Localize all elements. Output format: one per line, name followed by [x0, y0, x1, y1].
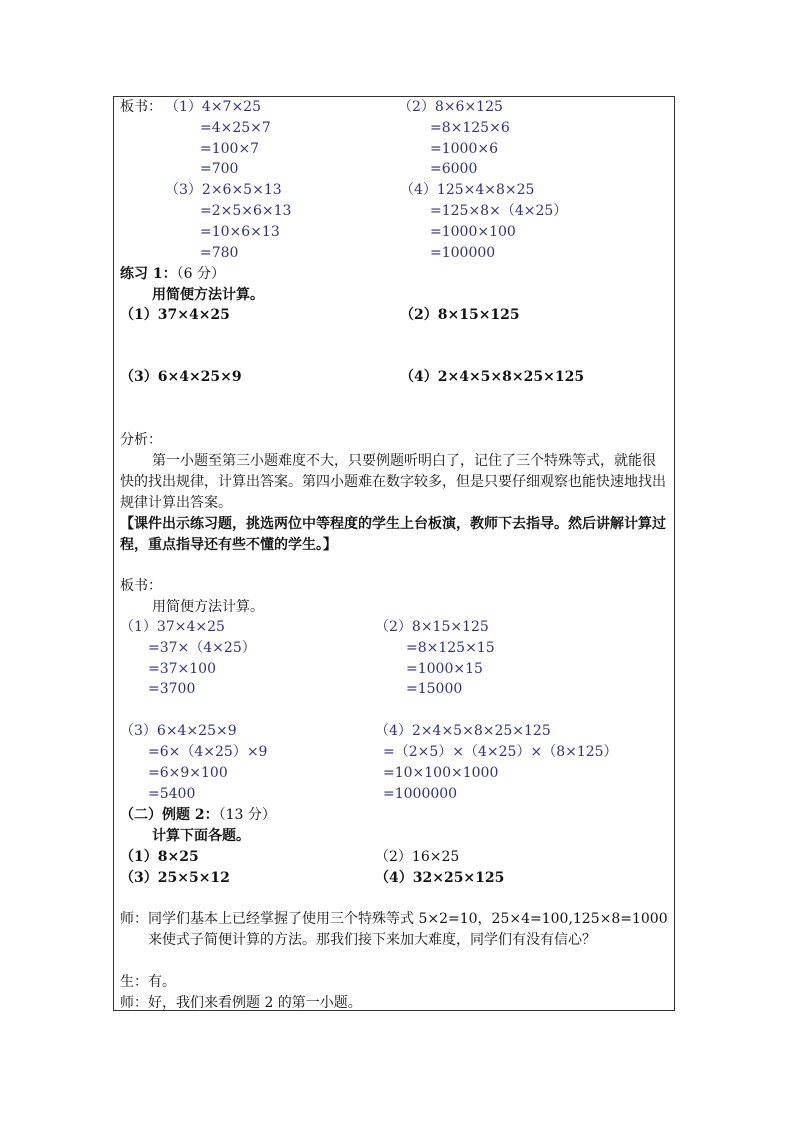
example-2-title: （二）例题 2： — [120, 807, 219, 823]
problem-2-line-4: =6000 — [430, 161, 478, 177]
solution-4-line-2: =（2×5）×（4×25）×（8×125） — [383, 744, 618, 760]
problem-1-line-1: （1）4×7×25 — [165, 99, 261, 115]
solution-2-line-3: =1000×15 — [406, 661, 483, 677]
solution-3-line-4: =5400 — [148, 786, 196, 802]
exercise-score: （6 分） — [176, 266, 225, 282]
solution-2-line-2: =8×125×15 — [406, 640, 495, 656]
example-2-heading — [120, 805, 276, 825]
solution-4-line-1: （4）2×4×5×8×25×125 — [375, 723, 551, 739]
problem-2-line-3: =1000×6 — [430, 141, 498, 157]
teacher-line-1: 师：同学们基本上已经掌握了使用三个特殊等式 5×2=10，25×4=100,125×8=1000 来使式子简便计算的方法。那我们接下来加大难度，同学们有没有信心？ — [120, 911, 668, 948]
courseware-note: 【课件出示练习题，挑选两位中等程度的学生上台板演，教师下去指导。然后讲解计算过程，重点指导还有些不懂的学生。】 — [120, 516, 666, 553]
board-label: 板书： — [120, 99, 162, 115]
solution-1-line-1: （1）37×4×25 — [120, 619, 225, 635]
solution-1-line-2: =37×（4×25） — [148, 640, 256, 656]
example-2-question-3: （3）25×5×12 — [120, 870, 230, 886]
solution-1-line-4: =3700 — [148, 681, 196, 697]
exercise-heading — [120, 264, 225, 284]
problem-1-line-4: =700 — [200, 161, 239, 177]
problem-2-line-2: =8×125×6 — [430, 120, 510, 136]
example-2-question-1: （1）8×25 — [120, 849, 199, 865]
student-line: 生：有。 — [120, 974, 176, 990]
problem-2-line-1: （2）8×6×125 — [398, 99, 503, 115]
example-2-score: （13 分） — [218, 807, 276, 823]
solution-4-line-3: =10×100×1000 — [383, 765, 499, 781]
exercise-question-2: （2）8×15×125 — [400, 307, 520, 323]
problem-4-line-2: =125×8×（4×25） — [430, 203, 568, 219]
problem-3-line-3: =10×6×13 — [200, 224, 280, 240]
example-2-question-4: （4）32×25×125 — [375, 870, 505, 886]
exercise-title: 练习 1： — [120, 266, 177, 282]
solution-4-line-4: =1000000 — [383, 786, 458, 802]
example-2-instruction: 计算下面各题。 — [152, 828, 250, 844]
problem-1-line-2: =4×25×7 — [200, 120, 271, 136]
solution-2-line-1: （2）8×15×125 — [375, 619, 489, 635]
solution-2-line-4: =15000 — [406, 681, 463, 697]
exercise-question-1: （1）37×4×25 — [120, 307, 230, 323]
exercise-question-4: （4）2×4×5×8×25×125 — [400, 369, 585, 385]
exercise-question-3: （3）6×4×25×9 — [120, 369, 242, 385]
board-2-label: 板书： — [120, 578, 162, 594]
solution-3-line-2: =6×（4×25）×9 — [148, 744, 268, 760]
problem-3-line-4: =780 — [200, 245, 239, 261]
exercise-instruction: 用简便方法计算。 — [152, 287, 264, 303]
problem-4-line-1: （4）125×4×8×25 — [400, 182, 535, 198]
solution-3-line-1: （3）6×4×25×9 — [120, 723, 237, 739]
example-2-question-2: （2）16×25 — [375, 849, 460, 865]
problem-3-line-1: （3）2×6×5×13 — [165, 182, 282, 198]
problem-3-line-2: =2×5×6×13 — [200, 203, 292, 219]
problem-1-line-3: =100×7 — [200, 141, 260, 157]
problem-4-line-4: =100000 — [430, 245, 496, 261]
analysis-text: 第一小题至第三小题难度不大，只要例题听明白了，记住了三个特殊等式，就能很快的找出规律，计算出答案。第四小题难在数字较多，但是只要仔细观察也能快速地找出规律计算出答案。 — [120, 453, 666, 511]
solution-3-line-3: =6×9×100 — [148, 765, 228, 781]
teacher-line-2: 师：好，我们来看例题 2 的第一小题。 — [120, 995, 362, 1011]
problem-4-line-3: =1000×100 — [430, 224, 516, 240]
solution-1-line-3: =37×100 — [148, 661, 216, 677]
analysis-label: 分析： — [120, 432, 162, 448]
board-2-instruction: 用简便方法计算。 — [152, 599, 264, 615]
